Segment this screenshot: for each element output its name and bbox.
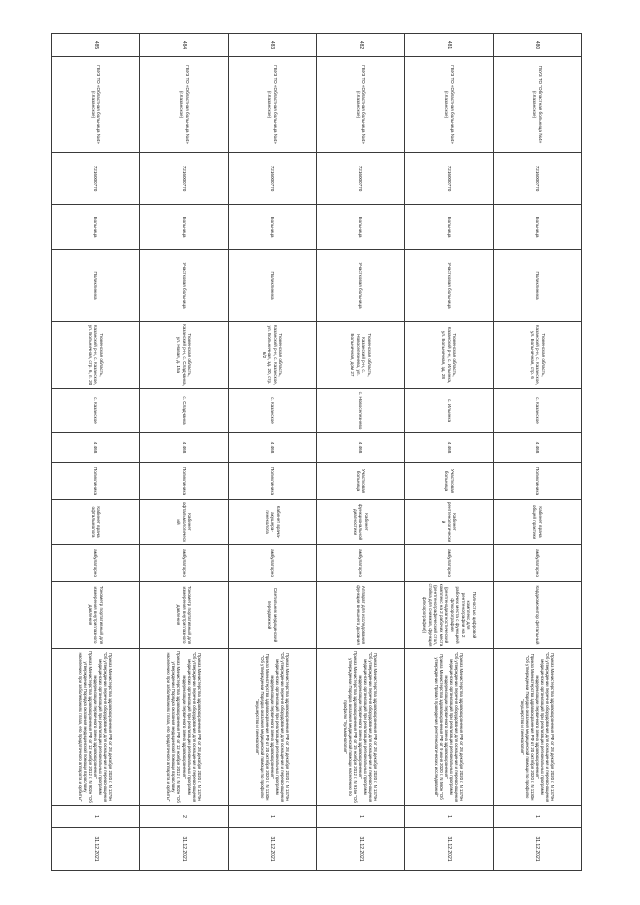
regulatory-document: Приказ Министерства здравоохранения РФ от 15 ноября 2012 г. N 916н "Об утверждении Порядка оказания медицинской помощи населению по профилю "пульмонология": [343, 651, 359, 803]
served-population: 4 468: [317, 433, 405, 463]
structural-unit: Поликлиника: [493, 463, 581, 500]
quantity: 1: [52, 806, 140, 828]
equipment-name: Тонометр портативный для измерения внутриглазного давления: [52, 582, 140, 649]
facility-type: Больница: [228, 205, 316, 250]
served-population: 4 468: [140, 433, 228, 463]
table-row: [228, 34, 316, 871]
structural-unit: Поликлиника: [52, 463, 140, 500]
facility-type: Больница: [52, 205, 140, 250]
equipment-name: Кардиомонитор фетальный: [493, 582, 581, 649]
room-name: Кабинет врача-акушера-гинеколога: [228, 500, 316, 545]
care-conditions: амбулаторно: [405, 545, 493, 582]
quantity: 2: [140, 806, 228, 828]
room-name: Кабинет функциональной диагностики: [317, 500, 405, 545]
quantity: 1: [493, 806, 581, 828]
facility-type: Больница: [317, 205, 405, 250]
delivery-date: 31.12.2021: [317, 828, 405, 871]
regulatory-document: Приказ Министерства здравоохранения РФ от 28 декабря 2020 г. N 1379н "Об утверждении перечня оборудования для оснащения и переоснащения медицинских организаций при реализации региональных программ модернизации первичного звена здравоохранения": [181, 651, 202, 803]
regulatory-documents: [405, 649, 493, 806]
facility-address: Тюменская область, Казанский р-н, с. Казанское, ул. Больничная, стр. 6: [493, 322, 581, 389]
served-population: 4 468: [405, 433, 493, 463]
regulatory-document: Приказ Министерства здравоохранения РФ от 28 декабря 2020 г. N 1379н "Об утверждении перечня оборудования для оснащения и переоснащения медицинских организаций при реализации региональных программ модернизации первичного звена здравоохранения": [444, 651, 465, 803]
structural-unit: Участковая больница: [405, 463, 493, 500]
locality: с. Казанское: [52, 389, 140, 433]
room-name: Кабинет врача общей практики: [493, 500, 581, 545]
regulatory-document: Приказ Министерства здравоохранения РФ от 28 декабря 2020 г. N 1379н "Об утверждении перечня оборудования для оснащения и переоснащения медицинских организаций при реализации региональных программ модернизации первичного звена здравоохранения": [269, 651, 291, 803]
table-row: [52, 34, 140, 871]
regulatory-document: Приказ Министерства здравоохранения РФ от 28 декабря 2020 г. N 1379н "Об утверждении перечня оборудования для оснащения и переоснащения медицинских организаций при реализации региональных программ модернизации первичного звена здравоохранения": [93, 651, 114, 803]
facility-type: Больница: [493, 205, 581, 250]
row-number: 483: [228, 34, 316, 57]
row-number: 481: [405, 34, 493, 57]
care-conditions: амбулаторно: [317, 545, 405, 582]
served-population: 4 468: [52, 433, 140, 463]
regulatory-document: Приказ Министерства здравоохранения РФ от 12 ноября 2012 г. N 902н "Об утверждении Порядка оказания медицинской помощи взрослому населению при заболеваниях глаза, его придаточного аппарата и орбиты": [78, 651, 94, 803]
facility-type: Больница: [140, 205, 228, 250]
care-conditions: амбулаторно: [140, 545, 228, 582]
locality: с. Ильинка: [405, 389, 493, 433]
organization-inn: 7216000770: [228, 153, 316, 205]
organization-inn: 7216000770: [405, 153, 493, 205]
room-name: Кабинет офтальмологический: [140, 500, 228, 545]
regulatory-document: Приказ Министерства здравоохранения РФ от 9 июня 2020 г. N 560н "Об утверждении Правил проведения рентгенологических исследований": [433, 654, 444, 800]
locality: с. Казанское: [493, 389, 581, 433]
regulatory-document: Приказ Министерства здравоохранения РФ от 28 декабря 2020 г. N 1379н "Об утверждении перечня оборудования для оснащения и переоснащения медицинских организаций при реализации региональных программ модернизации первичного звена здравоохранения": [358, 651, 379, 803]
regulatory-document: Приказ Министерства здравоохранения РФ от 12 ноября 2012 г. N 902н "Об утверждении Порядка оказания медицинской помощи взрослому населению при заболеваниях глаза, его придаточного аппарата и орбиты": [166, 651, 182, 803]
table-row: [140, 34, 228, 871]
organization-name: ГБУЗ ТО «Областная больница №4» (г.Казанское): [405, 57, 493, 153]
regulatory-documents: [140, 649, 228, 806]
locality: с. Сладчанка: [140, 389, 228, 433]
row-number: 482: [317, 34, 405, 57]
locality: с. Новоселезнево: [317, 389, 405, 433]
organization-name: ГБУЗ ТО «Областная больница №4» (г.Казанское): [317, 57, 405, 153]
facility-address: Тюменская область, Казанский р-н, с. Сладчанка, ул. Новая, д. 15а: [140, 322, 228, 389]
equipment-table: [51, 33, 582, 871]
organization-name: ГБУЗ ТО «Областная больница №4» (г.Казанское): [140, 57, 228, 153]
facility-name: Участковая больница: [140, 250, 228, 322]
facility-name: Поликлиника: [228, 250, 316, 322]
facility-name: Поликлиника: [52, 250, 140, 322]
equipment-name: Тонометр портативный для измерения внутриглазного давления: [140, 582, 228, 649]
quantity: 1: [405, 806, 493, 828]
served-population: 4 468: [228, 433, 316, 463]
facility-name: Поликлиника: [493, 250, 581, 322]
regulatory-document: Приказ Министерства здравоохранения РФ от 28 декабря 2020 г. N 1379н "Об утверждении перечня оборудования для оснащения и переоснащения медицинских организаций при реализации региональных программ модернизации первичного звена здравоохранения": [534, 651, 556, 803]
care-conditions: амбулаторно: [228, 545, 316, 582]
row-number: 484: [140, 34, 228, 57]
regulatory-document: Приказ Министерства здравоохранения РФ от 20 октября 2020 г. N 1130н "Об утверждении Порядка оказания медицинской помощи по профилю "акушерство и гинекология": [254, 653, 270, 801]
delivery-date: 31.12.2021: [140, 828, 228, 871]
regulatory-documents: [228, 649, 316, 806]
organization-inn: 7216000770: [317, 153, 405, 205]
organization-name: ГБУЗ ТО «Областная больница №4» (г.Казанское): [52, 57, 140, 153]
row-number: 480: [493, 34, 581, 57]
facility-address: Тюменская область, Казанский р-н, с. Казанское, ул. Больничная, стр. 6, п. 20: [52, 322, 140, 389]
organization-inn: 7216000770: [140, 153, 228, 205]
served-population: 4 468: [493, 433, 581, 463]
locality: с. Казанское: [228, 389, 316, 433]
equipment-name: Светильник медицинский передвижной: [228, 582, 316, 649]
room-name: Кабинет рентгенологический: [405, 500, 493, 545]
facility-address: Тюменская область, Казанский р-н, с. Новоселезнево, ул. Больничная, дом 27: [317, 322, 405, 389]
regulatory-documents: [52, 649, 140, 806]
structural-unit: Поликлиника: [140, 463, 228, 500]
facility-name: Участковая больница: [405, 250, 493, 322]
delivery-date: 31.12.2021: [405, 828, 493, 871]
structural-unit: Участковая больница: [317, 463, 405, 500]
organization-inn: 7216000770: [493, 153, 581, 205]
regulatory-document: Приказ Министерства здравоохранения РФ от 20 октября 2020 г. N 1130н "Об утверждении Порядка оказания медицинской помощи по профилю "акушерство и гинекология": [519, 653, 535, 801]
equipment-name: Полностью цифровой комплекс для рентгенографии на 2 рабочих места с функцией флюорографии (рентгенодиагностический комплекс на 2 рабочих места (рентгенографический стол, стойка для снимков, функция флюорографии)): [405, 582, 493, 649]
table-row: [405, 34, 493, 871]
organization-name: ГБУЗ ТО «Областная больница №4» (г.Казанское): [228, 57, 316, 153]
facility-address: Тюменская область, Казанский р-н, с. Казанское, ул. Больничная, зд. 20, стр. 6/2: [228, 322, 316, 389]
delivery-date: 31.12.2021: [52, 828, 140, 871]
delivery-date: 31.12.2021: [228, 828, 316, 871]
organization-name: ГБУЗ ТО "Областная больница №4» (г.Казанское): [493, 57, 581, 153]
care-conditions: амбулаторно: [493, 545, 581, 582]
care-conditions: амбулаторно: [52, 545, 140, 582]
facility-type: Больница: [405, 205, 493, 250]
organization-inn: 7216000770: [52, 153, 140, 205]
room-name: Кабинет врача офтальмолога: [52, 500, 140, 545]
facility-address: Тюменская область, Казанский р-н, с. Ильинка, ул. Больничная, зд. 28: [405, 322, 493, 389]
table-row: [493, 34, 581, 871]
structural-unit: Поликлиника: [228, 463, 316, 500]
table-row: [317, 34, 405, 871]
row-number: 485: [52, 34, 140, 57]
regulatory-documents: [493, 649, 581, 806]
regulatory-documents: [317, 649, 405, 806]
quantity: 1: [228, 806, 316, 828]
quantity: 1: [317, 806, 405, 828]
equipment-name: Аппарат для исследования функции внешнего дыхания: [317, 582, 405, 649]
delivery-date: 31.12.2021: [493, 828, 581, 871]
facility-name: Участковая больница: [317, 250, 405, 322]
